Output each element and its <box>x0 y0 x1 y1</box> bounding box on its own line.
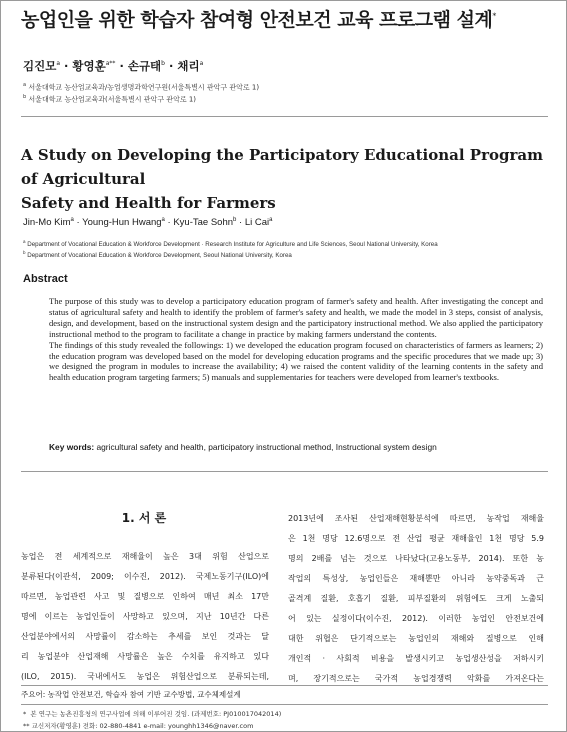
author-name: Young-Hun Hwang <box>82 217 162 229</box>
english-title: A Study on Developing the Participatory Educational Program of Agricultural Safety and Health for Farmers <box>21 146 543 212</box>
text-line: 작업의 특성상, 농업인들은 재해뿐만 아니라 농약중독과 근 <box>288 574 544 583</box>
korean-keywords: 주요어: 농작업 안전보건, 학습자 참여 기반 교수방법, 교수체제설계 <box>21 690 241 699</box>
english-affiliation: $^b$ Department of Vocational Education & Workforce Development, Seoul National University, Korea <box>23 250 292 260</box>
text-line: 분류된다(이관석, 2009; 이수진, 2012). 국제노동기구(ILO)에 <box>21 572 269 581</box>
text-line: 따르면, 농업관련 사고 및 질병으로 인하여 매년 최소 17만 <box>21 592 269 601</box>
text-line: 2013년에 조사된 산업재해현황분석에 따르면, 농작업 재해율 <box>288 514 544 523</box>
author-name: 황영훈 <box>72 59 106 73</box>
text-line: 골격계 질환, 호흡기 질환, 피부질환의 위험에도 크게 노출되 <box>288 594 544 603</box>
text-line: 어 있는 실정이다(이수진, 2012). 이러한 농업인 안전보건에 <box>288 614 544 623</box>
text-line: 명에 이르는 농업인들이 사망하고 있으며, 지난 10년간 다른 <box>21 612 269 621</box>
korean-title: 농업인을 위한 학습자 참여형 안전보건 교육 프로그램 설계* <box>21 9 496 31</box>
text-line: 산업분야에서의 사망률이 감소하는 추세를 보인 것과는 달 <box>21 632 269 641</box>
text-line: 대한 위협은 단기적으로는 농업인의 재해와 질병으로 인해 <box>288 634 544 643</box>
left-column <box>21 547 269 687</box>
right-column <box>288 509 544 689</box>
author-name: Kyu-Tae Sohn <box>173 217 234 229</box>
author-name: Li Cai <box>244 217 270 229</box>
english-affiliation: $^a$ Department of Vocational Education & Workforce Development · Research Institute for Agriculture and Life Sciences, Seoul National University, Korea <box>23 239 438 249</box>
author-name: Jin-Mo Kim <box>23 217 71 229</box>
text-line: 명의 2배를 넘는 것으로 나타났다(고용노동부, 2014). 또한 농 <box>288 554 544 563</box>
abstract-divider <box>21 471 548 472</box>
text-line: 농업은 전 세계적으로 재해율이 높은 3대 위험 산업으로 <box>21 552 269 561</box>
english-authors: Jin-Mo Kim$^a$ · Young-Hun Hwang$^a$ · Kyu-Tae Sohn$^b$ · Li Cai$^a$ <box>23 217 273 229</box>
text-line: 며, 장기적으로는 국가적 농업경쟁력 악화를 가져온다는 <box>288 674 544 683</box>
abstract-paragraph: The purpose of this study was to develop a participatory education program of farmer's safety and health. After investigating the concept and status of agricultural safety and health to identify the problem of farmer's safety and health, we made the model in 3 steps, consist of analysis, design, and development, based on the instructional system design and the participatory instructional method. We also applied the participatory instructional method to the program to facilitate a change in practice by making farmers understand the contents. <box>49 296 543 339</box>
footnote: ** 교신저자(황영훈) 전화: 02-880-4841 e-mail: younghh1346@naver.com <box>23 722 254 730</box>
abstract-heading: Abstract <box>23 273 68 285</box>
footnote-divider <box>21 704 548 705</box>
footnote: * 본 연구는 농촌진흥청의 연구사업에 의해 이루어진 것임. (과제번호: PJ010017042014) <box>23 710 282 718</box>
footer-divider <box>21 685 548 686</box>
text-line: (ILO, 2015). 국내에서도 농업은 위험산업으로 분류되는데, <box>21 672 269 681</box>
author-name: 손규태 <box>127 59 162 73</box>
abstract-body <box>49 296 543 383</box>
text-line: 개인적 · 사회적 비용을 발생시키고 농업생산성을 저하시키 <box>288 654 544 663</box>
section-title: 1. 서 론 <box>121 511 167 525</box>
korean-affiliation: $^a$ 서울대학교 농산업교육과/농업생명과학연구원(서울특별시 관악구 관악로 1) <box>23 82 260 92</box>
text-line: 리 농업분야 산업재해 사망률은 높은 수치를 유지하고 있다 <box>21 652 269 661</box>
author-name: 김진모 <box>23 59 57 73</box>
header-divider <box>21 116 548 117</box>
korean-affiliation: $^b$ 서울대학교 농산업교육과(서울특별시 관악구 관악로 1) <box>23 94 197 104</box>
korean-authors: 김진모$^a$ · 황영훈$^{a**}$ · 손규태$^b$ · 채리$^a$ <box>23 59 204 73</box>
author-name: 채리 <box>177 59 200 73</box>
text-line: 은 1천 명당 12.6명으로 전 산업 평균 재해율인 1천 명당 5.9 <box>288 534 544 543</box>
abstract-keywords: Key words: agricultural safety and health, participatory instructional method, Instructional system design <box>49 442 437 452</box>
abstract-paragraph: The findings of this study revealed the followings: 1) we developed the education program focused on characteristics of farmers as learners; 2) the education program was developed based on the model for developing education programs and the specific procedures that we made up; 3) we designed the program in modules to increase the availability; 4) we raised the content validity of the learning contents in the safety and health education program targeting farmers; 5) manuals and supplementaries for teachers were developed from learner's textbooks. <box>49 339 543 383</box>
